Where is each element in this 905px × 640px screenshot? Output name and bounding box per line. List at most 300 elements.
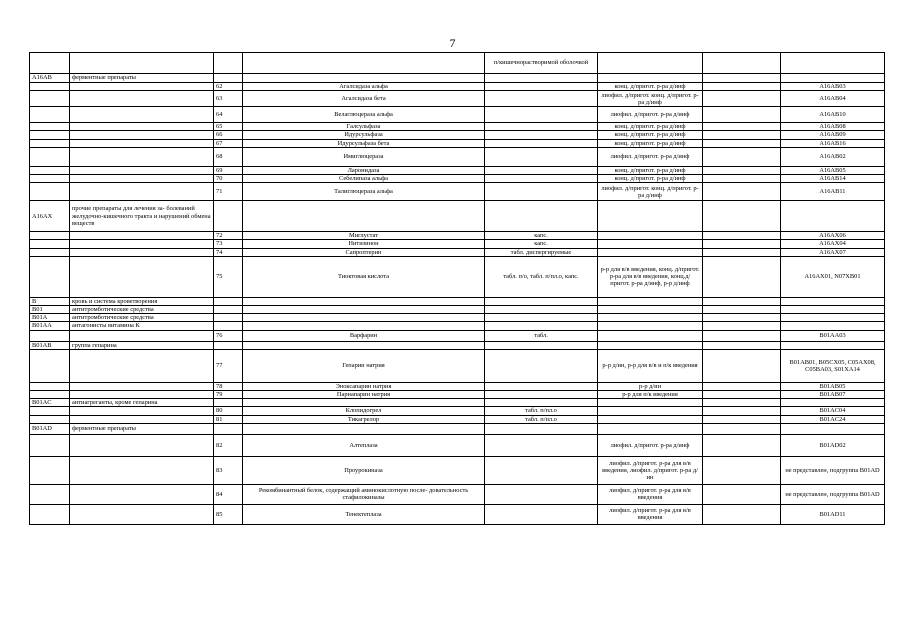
- atc-code: A16AB11: [781, 183, 885, 201]
- atc-group-code: [30, 248, 70, 256]
- item-number: [214, 423, 243, 434]
- blank-cell: [703, 74, 781, 83]
- oral-form: табл. диспергируемые: [485, 248, 598, 256]
- parenteral-form: [598, 330, 703, 341]
- parenteral-form: конц. д/пригот. р-ра д/инф: [598, 166, 703, 174]
- blank-cell: [703, 232, 781, 240]
- parenteral-form: р-р для в/в введения, конц. д/пригот. р-ра для в/в введения, конц.д/пригот. р-ра д/инф, р-р д/инф: [598, 256, 703, 297]
- atc-group-code: B01A: [30, 314, 70, 322]
- item-number: 80: [214, 407, 243, 415]
- atc-code: [781, 306, 885, 314]
- table-row: [30, 183, 885, 201]
- item-number: 82: [214, 434, 243, 456]
- oral-form: [485, 83, 598, 91]
- group-name: [70, 248, 214, 256]
- atc-group-code: [30, 504, 70, 524]
- item-number: [214, 341, 243, 349]
- atc-group-code: [30, 256, 70, 297]
- atc-group-code: A16AX: [30, 201, 70, 232]
- item-number: 73: [214, 240, 243, 248]
- drug-name: [243, 201, 485, 232]
- blank-cell: [703, 107, 781, 123]
- parenteral-form: [598, 399, 703, 407]
- blank-cell: [703, 407, 781, 415]
- group-name: антитромботические средства: [70, 306, 214, 314]
- drug-name: [243, 314, 485, 322]
- group-name: [70, 175, 214, 183]
- oral-form: [485, 423, 598, 434]
- group-name: [70, 232, 214, 240]
- oral-form: п/кишечнорастворимой оболочкой: [485, 53, 598, 74]
- item-number: 79: [214, 391, 243, 399]
- parenteral-form: конц. д/пригот. р-ра д/инф: [598, 175, 703, 183]
- group-name: [70, 107, 214, 123]
- table-row: [30, 322, 885, 330]
- oral-form: [485, 107, 598, 123]
- item-number: [214, 314, 243, 322]
- atc-group-code: B: [30, 297, 70, 305]
- oral-form: табл. п/о, табл. п/пл.о, капс.: [485, 256, 598, 297]
- atc-group-code: [30, 107, 70, 123]
- drug-name: [243, 297, 485, 305]
- blank-cell: [703, 423, 781, 434]
- drug-name: Талиглюцераза альфа: [243, 183, 485, 201]
- atc-group-code: B01AA: [30, 322, 70, 330]
- item-number: 74: [214, 248, 243, 256]
- drug-table: [29, 52, 885, 525]
- atc-group-code: [30, 415, 70, 423]
- blank-cell: [703, 166, 781, 174]
- drug-name: [243, 306, 485, 314]
- table-row: [30, 330, 885, 341]
- parenteral-form: р-р д/ин: [598, 382, 703, 390]
- group-name: [70, 166, 214, 174]
- atc-code: [781, 314, 885, 322]
- item-number: 75: [214, 256, 243, 297]
- group-name: [70, 240, 214, 248]
- atc-code: [781, 341, 885, 349]
- oral-form: [485, 131, 598, 139]
- atc-group-code: [30, 166, 70, 174]
- atc-code: [781, 423, 885, 434]
- page-number: 7: [449, 36, 456, 50]
- table-row: [30, 382, 885, 390]
- parenteral-form: [598, 407, 703, 415]
- drug-name: Агалсидаза бета: [243, 91, 485, 107]
- group-name: ферментные препараты: [70, 74, 214, 83]
- drug-name: [243, 341, 485, 349]
- blank-cell: [703, 201, 781, 232]
- drug-name: Идурсульфаза: [243, 131, 485, 139]
- parenteral-form: лиофил. д/пригот. р-ра д/инф: [598, 147, 703, 166]
- atc-code: B01AB01, B05CX05, C05AX08, C05BA03, S01XA14: [781, 349, 885, 382]
- atc-group-code: [30, 382, 70, 390]
- group-name: [70, 415, 214, 423]
- oral-form: [485, 183, 598, 201]
- drug-name: Сапроптерин: [243, 248, 485, 256]
- blank-cell: [703, 456, 781, 484]
- group-name: [70, 330, 214, 341]
- item-number: 66: [214, 131, 243, 139]
- drug-name: Гепарин натрия: [243, 349, 485, 382]
- atc-group-code: B01AC: [30, 399, 70, 407]
- drug-name: Тиоктовая кислота: [243, 256, 485, 297]
- atc-group-code: B01AB: [30, 341, 70, 349]
- drug-name: Миглустат: [243, 232, 485, 240]
- drug-name: Идурсульфаза бета: [243, 139, 485, 147]
- atc-group-code: [30, 330, 70, 341]
- item-number: 77: [214, 349, 243, 382]
- item-number: 64: [214, 107, 243, 123]
- group-name: [70, 83, 214, 91]
- parenteral-form: р-р для п/к введения: [598, 391, 703, 399]
- item-number: [214, 74, 243, 83]
- drug-name: Тикагрелор: [243, 415, 485, 423]
- oral-form: табл. п/пл.о: [485, 415, 598, 423]
- oral-form: табл. п/пл.о: [485, 407, 598, 415]
- table-row: [30, 484, 885, 504]
- blank-cell: [703, 341, 781, 349]
- table-row: [30, 139, 885, 147]
- table-row: [30, 53, 885, 74]
- table-row: [30, 123, 885, 131]
- atc-code: B01AC24: [781, 415, 885, 423]
- group-name: [70, 504, 214, 524]
- item-number: 62: [214, 83, 243, 91]
- oral-form: [485, 139, 598, 147]
- blank-cell: [703, 306, 781, 314]
- oral-form: [485, 322, 598, 330]
- atc-code: [781, 53, 885, 74]
- table-row: [30, 349, 885, 382]
- atc-code: A16AB02: [781, 147, 885, 166]
- oral-form: [485, 399, 598, 407]
- parenteral-form: лиофил. д/пригот. р-ра для в/в введения: [598, 504, 703, 524]
- drug-name: Варфарин: [243, 330, 485, 341]
- atc-group-code: [30, 123, 70, 131]
- oral-form: [485, 297, 598, 305]
- item-number: 71: [214, 183, 243, 201]
- table-row: [30, 504, 885, 524]
- atc-code: [781, 201, 885, 232]
- blank-cell: [703, 484, 781, 504]
- item-number: 83: [214, 456, 243, 484]
- atc-group-code: [30, 175, 70, 183]
- atc-group-code: [30, 232, 70, 240]
- blank-cell: [703, 504, 781, 524]
- table-row: [30, 314, 885, 322]
- group-name: [70, 139, 214, 147]
- oral-form: [485, 74, 598, 83]
- atc-code: B01AB07: [781, 391, 885, 399]
- group-name: [70, 131, 214, 139]
- atc-code: A16AX07: [781, 248, 885, 256]
- drug-name: Галсульфаза: [243, 123, 485, 131]
- blank-cell: [703, 415, 781, 423]
- blank-cell: [703, 314, 781, 322]
- oral-form: [485, 175, 598, 183]
- blank-cell: [703, 297, 781, 305]
- item-number: 67: [214, 139, 243, 147]
- table-body: [30, 53, 885, 525]
- table-row: [30, 407, 885, 415]
- parenteral-form: [598, 306, 703, 314]
- atc-code: A16AX04: [781, 240, 885, 248]
- oral-form: [485, 91, 598, 107]
- group-name: прочие препараты для лечения за- болеваний желудочно-кишечного тракта и нарушений обмена веществ: [70, 201, 214, 232]
- drug-name: [243, 322, 485, 330]
- table-row: [30, 399, 885, 407]
- group-name: [70, 407, 214, 415]
- blank-cell: [703, 131, 781, 139]
- item-number: 70: [214, 175, 243, 183]
- parenteral-form: лиофил. д/пригот. р-ра д/инф: [598, 434, 703, 456]
- table-row: [30, 256, 885, 297]
- item-number: [214, 399, 243, 407]
- group-name: [70, 147, 214, 166]
- oral-form: капс.: [485, 232, 598, 240]
- item-number: 72: [214, 232, 243, 240]
- drug-name: Парнапарин натрия: [243, 391, 485, 399]
- blank-cell: [703, 139, 781, 147]
- item-number: 81: [214, 415, 243, 423]
- atc-code: A16AB16: [781, 139, 885, 147]
- parenteral-form: [598, 423, 703, 434]
- parenteral-form: лиофил. д/пригот. р-ра для в/в введения, лиофил. д/пригот. р-ра д/ин: [598, 456, 703, 484]
- table-row: [30, 341, 885, 349]
- item-number: [214, 322, 243, 330]
- oral-form: [485, 456, 598, 484]
- table-row: [30, 83, 885, 91]
- item-number: 68: [214, 147, 243, 166]
- blank-cell: [703, 399, 781, 407]
- atc-group-code: [30, 91, 70, 107]
- atc-group-code: B01: [30, 306, 70, 314]
- atc-code: [781, 297, 885, 305]
- table-row: [30, 434, 885, 456]
- atc-code: не представлен, подгруппа B01AD: [781, 456, 885, 484]
- group-name: [70, 91, 214, 107]
- parenteral-form: лиофил. д/пригот. р-ра д/инф: [598, 107, 703, 123]
- drug-name: [243, 399, 485, 407]
- drug-name: [243, 74, 485, 83]
- group-name: [70, 456, 214, 484]
- parenteral-form: лиофил. д/пригот. р-ра для в/в введения: [598, 484, 703, 504]
- table-row: [30, 423, 885, 434]
- atc-code: A16AB03: [781, 83, 885, 91]
- blank-cell: [703, 391, 781, 399]
- item-number: 76: [214, 330, 243, 341]
- blank-cell: [703, 248, 781, 256]
- parenteral-form: конц. д/пригот. р-ра д/инф: [598, 139, 703, 147]
- parenteral-form: [598, 232, 703, 240]
- blank-cell: [703, 382, 781, 390]
- group-name: кровь и система кроветворения: [70, 297, 214, 305]
- table-row: [30, 166, 885, 174]
- table-row: [30, 107, 885, 123]
- item-number: 69: [214, 166, 243, 174]
- atc-code: B01AD02: [781, 434, 885, 456]
- table-row: [30, 232, 885, 240]
- atc-code: A16AB04: [781, 91, 885, 107]
- blank-cell: [703, 123, 781, 131]
- parenteral-form: [598, 314, 703, 322]
- group-name: [70, 183, 214, 201]
- blank-cell: [703, 175, 781, 183]
- oral-form: [485, 123, 598, 131]
- atc-code: A16AB05: [781, 166, 885, 174]
- atc-group-code: [30, 240, 70, 248]
- group-name: антиагреганты, кроме гепарина: [70, 399, 214, 407]
- group-name: ферментные препараты: [70, 423, 214, 434]
- blank-cell: [703, 53, 781, 74]
- item-number: 63: [214, 91, 243, 107]
- atc-code: [781, 399, 885, 407]
- group-name: [70, 382, 214, 390]
- atc-code: B01AB05: [781, 382, 885, 390]
- oral-form: [485, 201, 598, 232]
- item-number: 85: [214, 504, 243, 524]
- atc-code: A16AB09: [781, 131, 885, 139]
- oral-form: капс.: [485, 240, 598, 248]
- parenteral-form: конц. д/пригот. р-ра д/инф: [598, 131, 703, 139]
- atc-group-code: [30, 349, 70, 382]
- oral-form: табл.: [485, 330, 598, 341]
- blank-cell: [703, 256, 781, 297]
- blank-cell: [703, 83, 781, 91]
- atc-code: A16AX06: [781, 232, 885, 240]
- oral-form: [485, 147, 598, 166]
- atc-code: A16AB08: [781, 123, 885, 131]
- atc-code: [781, 322, 885, 330]
- atc-code: B01AC04: [781, 407, 885, 415]
- atc-group-code: [30, 139, 70, 147]
- drug-name: Клопидогрел: [243, 407, 485, 415]
- atc-group-code: [30, 183, 70, 201]
- group-name: [70, 484, 214, 504]
- oral-form: [485, 349, 598, 382]
- parenteral-form: конц. д/пригот. р-ра д/инф: [598, 83, 703, 91]
- atc-code: A16AB14: [781, 175, 885, 183]
- parenteral-form: [598, 415, 703, 423]
- table-row: [30, 240, 885, 248]
- parenteral-form: [598, 248, 703, 256]
- oral-form: [485, 166, 598, 174]
- group-name: группа гепарина: [70, 341, 214, 349]
- oral-form: [485, 306, 598, 314]
- oral-form: [485, 314, 598, 322]
- table-row: [30, 391, 885, 399]
- item-number: [214, 201, 243, 232]
- item-number: [214, 306, 243, 314]
- table-row: [30, 91, 885, 107]
- atc-group-code: [30, 391, 70, 399]
- table-row: [30, 297, 885, 305]
- drug-name: Агалсидаза альфа: [243, 83, 485, 91]
- atc-group-code: [30, 434, 70, 456]
- group-name: [70, 434, 214, 456]
- atc-code: [781, 74, 885, 83]
- group-name: [70, 256, 214, 297]
- group-name: [70, 349, 214, 382]
- drug-name: Рекомбинантный белок, содержащий аминокислотную после- довательность стафилокиназы: [243, 484, 485, 504]
- table-row: [30, 175, 885, 183]
- drug-name: [243, 53, 485, 74]
- blank-cell: [703, 91, 781, 107]
- drug-name: Имиглюцераза: [243, 147, 485, 166]
- parenteral-form: [598, 341, 703, 349]
- parenteral-form: [598, 201, 703, 232]
- blank-cell: [703, 330, 781, 341]
- group-name: [70, 391, 214, 399]
- oral-form: [485, 382, 598, 390]
- table-row: [30, 131, 885, 139]
- group-name: [70, 123, 214, 131]
- blank-cell: [703, 240, 781, 248]
- group-name: антагонисты витамина К: [70, 322, 214, 330]
- atc-group-code: [30, 53, 70, 74]
- oral-form: [485, 341, 598, 349]
- item-number: [214, 297, 243, 305]
- blank-cell: [703, 349, 781, 382]
- oral-form: [485, 434, 598, 456]
- atc-group-code: [30, 147, 70, 166]
- atc-group-code: [30, 83, 70, 91]
- drug-name: Ларонидаза: [243, 166, 485, 174]
- blank-cell: [703, 183, 781, 201]
- atc-code: B01AD11: [781, 504, 885, 524]
- blank-cell: [703, 322, 781, 330]
- atc-group-code: B01AD: [30, 423, 70, 434]
- item-number: 65: [214, 123, 243, 131]
- parenteral-form: [598, 240, 703, 248]
- drug-name: [243, 423, 485, 434]
- item-number: [214, 53, 243, 74]
- table-row: [30, 248, 885, 256]
- parenteral-form: конц. д/пригот. р-ра д/инф: [598, 123, 703, 131]
- table-row: [30, 415, 885, 423]
- atc-group-code: [30, 484, 70, 504]
- parenteral-form: лиофил. д/пригот. конц. д/пригот. р-ра д/инф: [598, 183, 703, 201]
- atc-code: A16AX01, N07XB01: [781, 256, 885, 297]
- atc-code: A16AB10: [781, 107, 885, 123]
- group-name: антитромботические средства: [70, 314, 214, 322]
- atc-group-code: [30, 131, 70, 139]
- parenteral-form: [598, 53, 703, 74]
- drug-name: Велаглюцераза альфа: [243, 107, 485, 123]
- blank-cell: [703, 147, 781, 166]
- drug-name: Тенектеплаза: [243, 504, 485, 524]
- drug-name: Эноксапарин натрия: [243, 382, 485, 390]
- table-row: [30, 456, 885, 484]
- oral-form: [485, 484, 598, 504]
- drug-name: Нитизинон: [243, 240, 485, 248]
- parenteral-form: [598, 322, 703, 330]
- drug-name: Алтеплаза: [243, 434, 485, 456]
- atc-group-code: [30, 407, 70, 415]
- parenteral-form: [598, 297, 703, 305]
- oral-form: [485, 391, 598, 399]
- drug-name: Себелипаза альфа: [243, 175, 485, 183]
- atc-code: не представлен, подгруппа B01AD: [781, 484, 885, 504]
- atc-code: B01AA03: [781, 330, 885, 341]
- drug-name: Проурокиназа: [243, 456, 485, 484]
- group-name: [70, 53, 214, 74]
- atc-group-code: A16AB: [30, 74, 70, 83]
- oral-form: [485, 504, 598, 524]
- blank-cell: [703, 434, 781, 456]
- table-row: [30, 201, 885, 232]
